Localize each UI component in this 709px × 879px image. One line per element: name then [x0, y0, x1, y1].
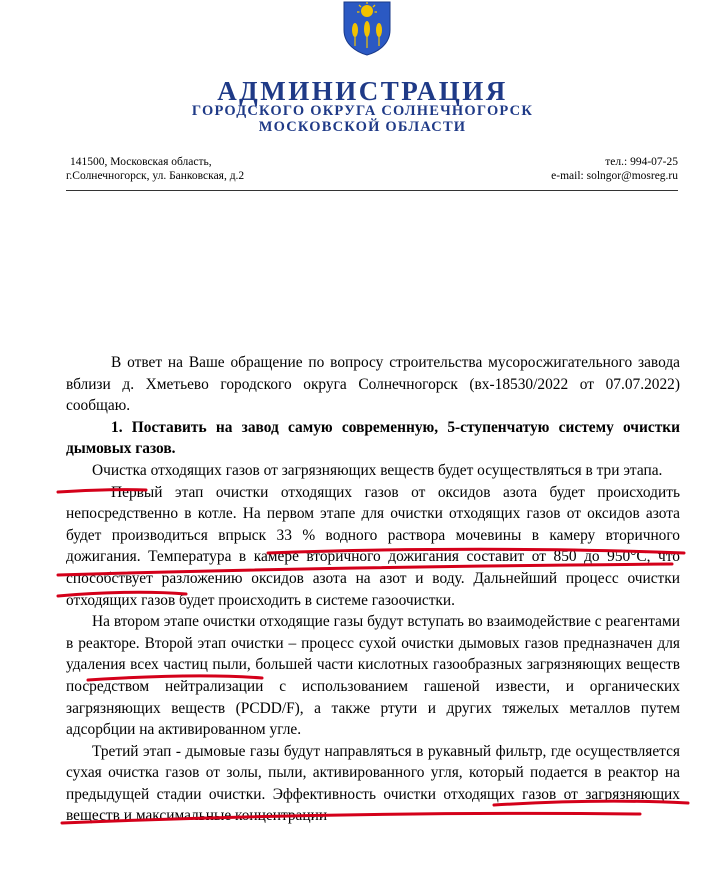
postal-address [66, 155, 244, 183]
address-line-1: 141500, Московская область, [70, 156, 212, 168]
paragraph-stage-2: На втором этапе очистки отходящие газы будут вступать во взаимодействие с реагентами в реакторе. Второй этап очистки – процесс сухой очистки дымовых газов предназначен для удаления всех частиц пыли, большей части кислотных газообразных загрязняющих веществ посредством нейтрализации с использованием гашеной извести, и органических загрязняющих веществ (PCDD/F), а также ртути и других тяжелых металлов путем адсорбции на активированном угле. [66, 613, 680, 739]
point-1-heading: 1. Поставить на завод самую современную, 5-ступенчатую систему очистки дымовых газов. [66, 418, 680, 458]
letterhead-subtitle-district: ГОРОДСКОГО ОКРУГА СОЛНЕЧНОГОРСК [191, 103, 534, 119]
contact-info [551, 155, 678, 183]
email-address: e-mail: solngor@mosreg.ru [551, 170, 678, 182]
intro-paragraph: В ответ на Ваше обращение по вопросу строительства мусоросжигательного завода вблизи д. Хметьево городского округа Солнечногорск (вх-18530/2022 от 07.07.2022) сообщаю. [66, 354, 680, 415]
letterhead-title: АДМИНИСТРАЦИЯ [217, 76, 508, 106]
letterhead-subtitle-region: МОСКОВСКОЙ ОБЛАСТИ [258, 119, 467, 135]
address-line-2: г.Солнечногорск, ул. Банковская, д.2 [66, 170, 245, 182]
coat-of-arms-icon [338, 0, 396, 56]
paragraph-stages: Очистка отходящих газов от загрязняющих веществ будет осуществляться в три этапа. [92, 461, 663, 479]
paragraph-stage-3: Третий этап - дымовые газы будут направляться в рукавный фильтр, где осуществляется сухая очистка газов от золы, пыли, активированного угля, который подается в реактор на предыдущей стадии очистки. Эффективность очистки отходящих газов от загрязняющих веществ и максимальные концентрации [66, 742, 680, 825]
letter-body [66, 352, 680, 827]
paragraph-stage-1: Первый этап очистки отходящих газов от оксидов азота будет происходить непосредственно в котле. На первом этапе для очистки отходящих газов от оксидов азота будет производиться впрыск 33 % водного раствора мочевины в камеру вторичного дожигания. Температура в камере вторичного дожигания составит от 850 до 950°С, что способствует разложению оксидов азота на азот и воду. Дальнейший процесс очистки отходящих газов будет происходить в системе газоочистки. [66, 483, 680, 609]
header-divider [66, 190, 678, 191]
phone-number: тел.: 994-07-25 [605, 156, 678, 168]
